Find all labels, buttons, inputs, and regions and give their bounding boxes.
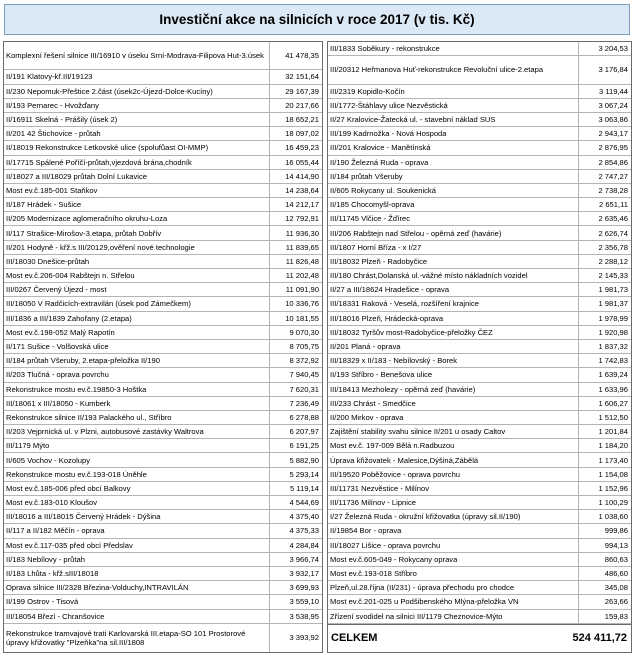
project-name: III/199 Kadrnožka - Nová Hospoda: [328, 127, 579, 140]
table-row: [4, 141, 322, 155]
project-value: 345,08: [604, 583, 628, 593]
project-value: 8 372,92: [289, 356, 319, 366]
project-value: 32 151,64: [285, 72, 319, 82]
project-value: 10 181,55: [285, 313, 319, 323]
project-value: 14 238,64: [285, 185, 319, 195]
project-value: 1 606,27: [598, 398, 628, 408]
table-row: [4, 453, 322, 467]
table-row: [328, 468, 631, 482]
project-value: 994,13: [604, 540, 628, 550]
table-row: [328, 241, 631, 255]
table-row: [328, 113, 631, 127]
project-name: II/27 a III/18624 Hradešice - oprava: [328, 283, 579, 296]
project-value: 1 633,96: [598, 384, 628, 394]
project-value: 1 152,96: [598, 483, 628, 493]
table-row: [328, 610, 631, 624]
project-name: II/605 Rokycany ul. Soukenická: [328, 184, 579, 197]
table-row: [328, 482, 631, 496]
table-row: [328, 170, 631, 184]
table-row: [4, 439, 322, 453]
project-value: 999,86: [604, 526, 628, 536]
project-value: 1 201,84: [598, 427, 628, 437]
project-name: III/0267 Červený Újezd - most: [4, 283, 270, 296]
total-row: [328, 624, 631, 652]
page-title: Investiční akce na silnicích v roce 2017 (v tis. Kč): [4, 4, 630, 35]
project-name: II/193 Pernarec - Hvožďany: [4, 99, 270, 112]
project-name: Most ev.č.605-049 - Rokycany oprava: [328, 553, 579, 566]
project-value: 20 217,66: [285, 100, 319, 110]
project-value: 6 278,88: [289, 412, 319, 422]
table-row: [328, 283, 631, 297]
project-value: 2 145,33: [598, 271, 628, 281]
table-row: [328, 312, 631, 326]
project-value: 2 738,28: [598, 185, 628, 195]
table-row: [328, 439, 631, 453]
table-row: [4, 425, 322, 439]
project-value: 3 932,17: [289, 569, 319, 579]
project-name: II/19854 Bor - oprava: [328, 524, 579, 537]
project-value: 5 119,14: [290, 483, 319, 493]
project-name: Rekonstrukce silnice II/193 Palackého ul., Stříbro: [4, 411, 270, 424]
project-name: Most ev.č.198-052 Malý Rapotín: [4, 326, 270, 339]
project-name: III/201 Kralovice - Manětínská: [328, 141, 579, 154]
project-value: 860,63: [604, 554, 628, 564]
project-value: 1 837,32: [598, 342, 628, 352]
project-value: 1 100,29: [598, 498, 628, 508]
project-name: Plzeň,ul.28.října (II/231) - úprava přechodu pro chodce: [328, 581, 579, 594]
project-name: Oprava silnice III/2328 Březina-Volduchy,INTRAVILÁN: [4, 581, 270, 594]
table-row: [4, 156, 322, 170]
left-table: [3, 41, 323, 653]
project-value: 7 236,49: [289, 398, 319, 408]
project-value: 1 173,40: [598, 455, 628, 465]
project-value: 4 375,33: [289, 526, 319, 536]
table-row: [4, 241, 322, 255]
project-value: 12 792,91: [285, 214, 319, 224]
project-value: 8 705,75: [289, 342, 319, 352]
table-row: [4, 170, 322, 184]
table-row: [4, 482, 322, 496]
project-name: Zřízení svodidel na silnici III/1179 Cheznovice-Mýto: [328, 610, 579, 623]
project-value: 4 375,40: [289, 512, 319, 522]
project-name: Most ev.č.117-035 před obcí Předslav: [4, 539, 270, 552]
table-row: [328, 226, 631, 240]
project-value: 486,60: [604, 569, 628, 579]
project-name: III/18032 Tyršův most-Radobyčice-přeložky ČEZ: [328, 326, 579, 339]
table-row: [4, 113, 322, 127]
table-row: [328, 453, 631, 467]
table-row: [328, 340, 631, 354]
project-name: III/18329 x II/183 - Nebílovský - Borek: [328, 354, 579, 367]
project-name: III/18030 Dnešice-průtah: [4, 255, 270, 268]
table-row: [4, 383, 322, 397]
project-value: 1 038,60: [598, 512, 628, 522]
table-row: [4, 567, 322, 581]
project-value: 3 204,53: [598, 44, 628, 54]
project-name: III/18413 Mezholezy - opěrná zeď (havárie): [328, 383, 579, 396]
table-row: [4, 624, 322, 652]
project-value: 159,83: [604, 611, 628, 621]
project-value: 6 207,97: [289, 427, 319, 437]
table-row: [4, 42, 322, 70]
project-value: 16 055,44: [285, 157, 319, 167]
project-value: 5 293,14: [289, 469, 319, 479]
table-row: [4, 326, 322, 340]
project-value: 41 478,35: [285, 51, 319, 61]
project-name: II/190 Železná Ruda - oprava: [328, 156, 579, 169]
project-value: 3 176,84: [598, 65, 628, 75]
table-row: [4, 198, 322, 212]
project-name: Most ev.č.206-004 Rabštejn n. Střelou: [4, 269, 270, 282]
project-name: II/184 průtah Všeruby: [328, 170, 579, 183]
project-value: 3 538,95: [289, 611, 319, 621]
project-name: III/11731 Nezvěstice - Milínov: [328, 482, 579, 495]
project-name: III/20312 Heřmanova Huť-rekonstrukce Revoluční ulice-2.etapa: [328, 56, 579, 83]
table-row: [4, 354, 322, 368]
table-row: [328, 496, 631, 510]
table-row: [4, 127, 322, 141]
project-name: II/17715 Spálené Poříčí-průtah,vjezdová brána,chodník: [4, 156, 270, 169]
project-name: II/18027 a III/18029 průtah Dolní Lukavice: [4, 170, 270, 183]
table-row: [328, 141, 631, 155]
table-row: [328, 326, 631, 340]
table-row: [328, 411, 631, 425]
table-row: [4, 553, 322, 567]
project-value: 263,66: [604, 597, 628, 607]
project-name: II/117 Strašice-Mirošov-3.etapa, průtah Dobřív: [4, 226, 270, 239]
table-row: [328, 368, 631, 382]
table-row: [328, 524, 631, 538]
project-name: III/18027 Lišice - oprava povrchu: [328, 539, 579, 552]
right-table: [327, 41, 632, 653]
project-value: 2 356,78: [598, 242, 628, 252]
project-value: 2 854,86: [598, 157, 628, 167]
table-row: [328, 212, 631, 226]
project-value: 16 459,23: [285, 143, 319, 153]
project-name: II/203 Tlučná - oprava povrchu: [4, 368, 270, 381]
table-row: [4, 99, 322, 113]
project-value: 2 626,74: [598, 228, 628, 238]
project-name: II/171 Sušice - Volšovská ulice: [4, 340, 270, 353]
project-value: 2 943,17: [598, 129, 628, 139]
table-row: [4, 255, 322, 269]
project-name: II/199 Ostrov - Tisová: [4, 595, 270, 608]
project-name: III/19520 Poběžovice - oprava povrchu: [328, 468, 579, 481]
project-name: III/18016 Plzeň, Hrádecká-oprava: [328, 312, 579, 325]
project-name: II/187 Hrádek - Sušice: [4, 198, 270, 211]
project-value: 11 091,90: [285, 285, 319, 295]
project-name: III/11736 Milínov - Lipnice: [328, 496, 579, 509]
table-row: [328, 354, 631, 368]
project-value: 1 184,20: [598, 441, 628, 451]
table-row: [4, 283, 322, 297]
project-value: 1 639,24: [598, 370, 628, 380]
table-row: [328, 99, 631, 113]
table-row: [4, 269, 322, 283]
project-name: III/1836 a III/1839 Zahořany (2.etapa): [4, 312, 270, 325]
project-name: Most ev.č.185-001 Staňkov: [4, 184, 270, 197]
project-name: Rekonstrukce mostu ev.č.193-018 Úněhle: [4, 468, 270, 481]
table-row: [4, 212, 322, 226]
project-value: 2 635,46: [598, 214, 628, 224]
table-row: [4, 368, 322, 382]
project-name: II/230 Nepomuk-Přeštice 2.část (úsek2c-Újezd-Dolce-Kucíny): [4, 85, 270, 98]
project-name: II/18019 Rekonstrukce Letkovské ulice (spolufůast OI-MMP): [4, 141, 270, 154]
table-row: [4, 85, 322, 99]
project-name: Rekonstrukce mostu ev.č.19850-3 Hoštka: [4, 383, 270, 396]
project-name: Úprava křižovatek - Malesice,Dýšiná,Zábělá: [328, 453, 579, 466]
project-value: 5 882,90: [289, 455, 319, 465]
project-name: III/1179 Mýto: [4, 439, 270, 452]
project-value: 3 067,24: [598, 100, 628, 110]
project-name: III/1833 Soběkury - rekonstrukce: [328, 42, 579, 55]
project-name: Most ev.č.193-018 Stříbro: [328, 567, 579, 580]
table-row: [328, 539, 631, 553]
project-name: Most ev.č.201-025 u Podšibenského Mlýna-přeložka VN: [328, 595, 579, 608]
project-name: II/203 Vejprnická ul. v Plzni, autobusové zastávky Waltrova: [4, 425, 270, 438]
project-value: 3 966,74: [289, 554, 319, 564]
project-value: 11 202,48: [285, 271, 319, 281]
project-name: II/16911 Skelná - Prášily (úsek 2): [4, 113, 270, 126]
project-value: 9 070,30: [289, 327, 319, 337]
project-name: III/18050 V Radčicích-extravilán (úsek pod Zámečkem): [4, 297, 270, 310]
project-name: II/117 a II/182 Měčín - oprava: [4, 524, 270, 537]
table-row: [328, 56, 631, 84]
table-row: [4, 184, 322, 198]
project-name: III/233 Chrást - Smedčice: [328, 397, 579, 410]
project-name: III/11745 Vlčice - Žďírec: [328, 212, 579, 225]
project-value: 3 393,92: [289, 633, 319, 643]
table-row: [4, 496, 322, 510]
project-value: 1 920,98: [598, 327, 628, 337]
project-name: III/1772-Štáhlavy ulice Nezvěstická: [328, 99, 579, 112]
table-row: [4, 595, 322, 609]
project-value: 4 544,69: [289, 498, 319, 508]
project-value: 1 978,99: [598, 313, 628, 323]
project-value: 7 940,45: [289, 370, 319, 380]
project-value: 3 699,93: [289, 583, 319, 593]
table-row: [328, 383, 631, 397]
table-row: [328, 184, 631, 198]
project-name: II/201 42 Štichovice - průtah: [4, 127, 270, 140]
table-row: [4, 524, 322, 538]
project-value: 18 097,02: [285, 129, 319, 139]
table-row: [4, 510, 322, 524]
project-value: 11 839,65: [285, 242, 319, 252]
project-name: Most ev.č.183-010 Kloušov: [4, 496, 270, 509]
project-value: 1 154,08: [598, 469, 628, 479]
project-value: 4 284,84: [289, 540, 319, 550]
table-row: [4, 70, 322, 84]
table-row: [4, 397, 322, 411]
table-row: [4, 539, 322, 553]
project-value: 2 876,95: [598, 143, 628, 153]
table-row: [4, 297, 322, 311]
table-row: [328, 269, 631, 283]
project-name: Rekonstrukce tramvajové trati Karlovarská III.etapa-SO 101 Prostorové úpravy křižovatky "Plzeňka"na sil.III/1808: [4, 624, 270, 652]
project-value: 1 981,37: [598, 299, 628, 309]
project-value: 11 826,48: [285, 256, 319, 266]
table-row: [4, 411, 322, 425]
project-name: Most ev.č.185-006 před obcí Balkovy: [4, 482, 270, 495]
project-value: 18 652,21: [285, 115, 319, 125]
table-row: [328, 85, 631, 99]
project-name: II/201 Planá - oprava: [328, 340, 579, 353]
project-name: II/191 Klatovy-kř.III/19123: [4, 70, 270, 83]
table-row: [328, 397, 631, 411]
project-name: II/201 Hodyně - křž.s III/20129,ověření nové technologie: [4, 241, 270, 254]
table-row: [328, 255, 631, 269]
table-row: [328, 425, 631, 439]
project-name: II/183 Nebílovy - průtah: [4, 553, 270, 566]
project-value: 14 212,17: [285, 200, 319, 210]
project-name: Zajištění stability svahu silnice II/201 u osady Caltov: [328, 425, 579, 438]
project-value: 3 063,86: [598, 115, 628, 125]
project-value: 2 651,11: [599, 200, 628, 210]
project-name: II/183 Lhůta - křž.sIII/18018: [4, 567, 270, 580]
table-row: [4, 468, 322, 482]
project-name: III/1807 Horní Bříza - x I/27: [328, 241, 579, 254]
project-value: 2 288,12: [598, 256, 628, 266]
project-value: 2 747,27: [598, 171, 628, 181]
project-name: III/18061 x III/18050 - Kumberk: [4, 397, 270, 410]
project-value: 1 742,83: [598, 356, 628, 366]
table-row: [328, 156, 631, 170]
project-value: 3 119,44: [599, 86, 628, 96]
project-value: 7 620,31: [289, 384, 319, 394]
project-name: II/193 Stříbro - Benešova ulice: [328, 368, 579, 381]
table-row: [328, 127, 631, 141]
project-name: II/184 průtah Všeruby, 2.etapa-přeložka II/190: [4, 354, 270, 367]
project-name: III/18032 Plzeň - Radobyčice: [328, 255, 579, 268]
project-value: 14 414,90: [285, 171, 319, 181]
table-row: [328, 42, 631, 56]
project-name: III/2319 Kopidlo-Kočín: [328, 85, 579, 98]
table-row: [4, 226, 322, 240]
project-value: 6 191,25: [289, 441, 319, 451]
project-name: III/18054 Březí - Chranšovice: [4, 610, 270, 623]
project-name: II/605 Vochov - Kozolupy: [4, 453, 270, 466]
project-name: Most ev.č. 197-009 Bělá n.Radbuzou: [328, 439, 579, 452]
project-value: 10 336,76: [285, 299, 319, 309]
total-label: CELKEM: [331, 631, 378, 644]
table-row: [328, 581, 631, 595]
project-name: II/27 Kralovice-Žatecká ul. - stavební náklad SUS: [328, 113, 579, 126]
project-name: I/27 Železná Ruda - okružní křižovatka (úpravy sil.II/190): [328, 510, 579, 523]
project-value: 11 936,30: [285, 228, 319, 238]
project-value: 3 559,10: [289, 597, 319, 607]
table-row: [4, 340, 322, 354]
project-name: III/180 Chrást,Dolanská ul.-vážné místo nákladních vozidel: [328, 269, 579, 282]
table-row: [328, 198, 631, 212]
project-name: II/205 Modernizace aglomeračního okruhu-Loza: [4, 212, 270, 225]
table-row: [4, 581, 322, 595]
project-name: Komplexní řešení silnice III/16910 v úseku Srní-Modrava-Filipova Hut-3.úsek: [4, 42, 270, 69]
project-name: II/185 Chocomyšl-oprava: [328, 198, 579, 211]
project-value: 1 512,50: [598, 412, 628, 422]
table-row: [4, 312, 322, 326]
table-row: [328, 510, 631, 524]
project-name: III/18331 Raková - Veselá, rozšíření krajnice: [328, 297, 579, 310]
table-row: [328, 567, 631, 581]
table-row: [328, 595, 631, 609]
table-row: [328, 553, 631, 567]
project-name: II/200 Mirkov - oprava: [328, 411, 579, 424]
total-value: 524 411,72: [572, 631, 627, 644]
project-value: 29 167,39: [285, 86, 319, 96]
table-row: [328, 297, 631, 311]
table-row: [4, 610, 322, 624]
project-name: III/18016 a III/18015 Červený Hrádek - Dýšina: [4, 510, 270, 523]
project-value: 1 981,73: [598, 285, 628, 295]
project-name: III/206 Rabštejn nad Střelou - opěrná zeď (havárie): [328, 226, 579, 239]
